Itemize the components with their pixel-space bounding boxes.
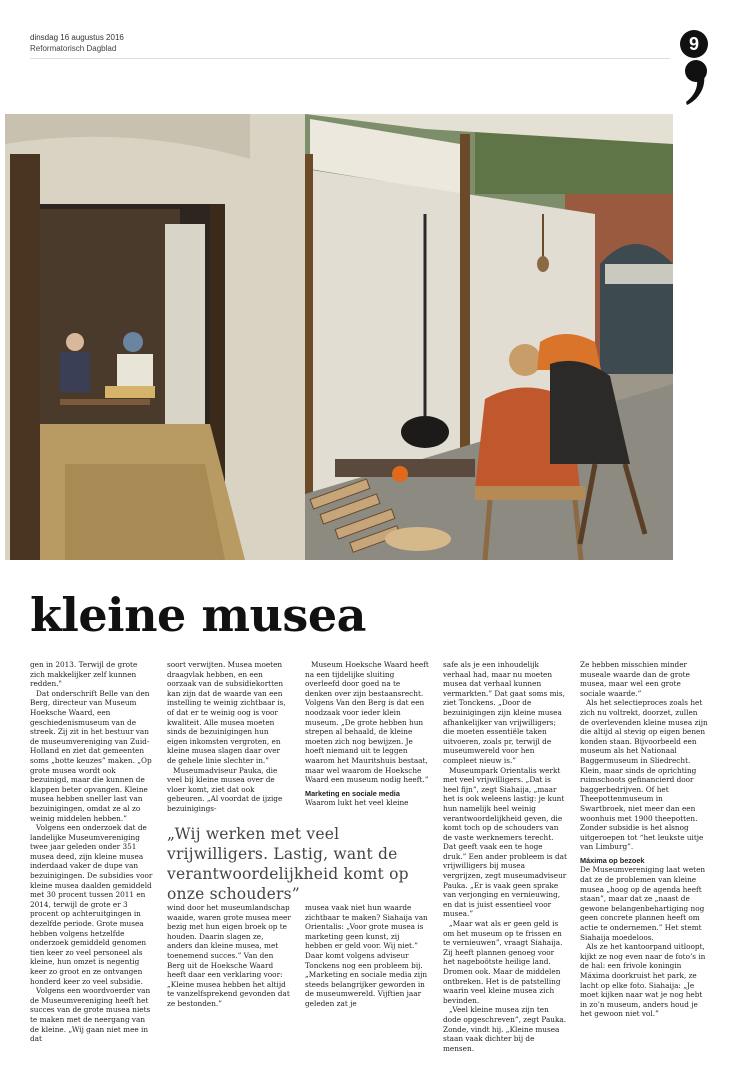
header-date: dinsdag 16 augustus 2016 — [30, 33, 124, 42]
subheading-maxima: Máxima op bezoek — [580, 855, 645, 865]
paragraph: soort verwijten. Musea moeten draagvlak hebben, en een oorzaak van de subsidiekortten kan zijn dat de waarde van een instelling te weinig zichtbaar is, of dat er te weinig oog is voor kwaliteit. Alle musea moeten sinds de bezuinigingen hun eigen inkomsten vergroten, en kleine musea slagen daar over de gehele linie slechter in.” — [167, 660, 286, 765]
paragraph: Museumadviseur Pauka, die veel bij kleine musea over de vloer komt, ziet dat ook gebeuren. „Al voordat de ijzige bezuinigings- — [167, 765, 283, 813]
article-column-3 — [305, 660, 429, 808]
paragraph: „Maar wat als er geen geld is om het museum op te frissen en te vernieuwen”, vraagt Siahaija. Zij heeft plannen genoeg voor het nageboötste heilige land. Dromen ook. Maar de middelen ontbreken. Het is de patstelling waarin veel kleine musea zich bevinden. — [443, 919, 563, 1005]
article-column-4 — [443, 660, 567, 1053]
paragraph: wind door het museumlandschap waaide, waren grote musea meer bezig met hun eigen broek op te houden. Daarin slagen ze, anders dan kleine musea, met toenemend succes.” Van den Berg uit de Hoeksche Waard heeft daar een verklaring voor: „Kleine musea hebben het altijd te vanzelfsprekend gevonden dat ze bestonden.” — [167, 903, 291, 1008]
paragraph: Volgens een woordvoerder van de Museumvereniging heeft het succes van de grote musea niets te maken met de neergang van de kleine. „Wij gaan niet mee in dat — [30, 986, 151, 1044]
paragraph: Volgens een onderzoek dat de landelijke Museumvereniging twee jaar geleden onder 351 musea deed, zijn kleine musea inderdaad vaker de dupe van bezuinigingen. De subsidies voor kleine musea daalden gemiddeld met 30 procent tussen 2011 en 2014, terwijl de grote er 3 procent op achteruitgingen in dezelfde periode. Grote musea hebben volgens hetzelfde onderzoek gemiddeld genomen tien keer zo veel personeel als kleine, hun omzet is negentig keer zo groot en ze ontvangen honderd keer zo veel subsidie. — [30, 823, 153, 986]
comma-logo-icon — [684, 58, 708, 106]
article-column-2-continued — [167, 903, 291, 1009]
paragraph: Dat onderschrift Belle van den Berg, directeur van Museum Hoeksche Waard, een geschiedenismuseum van de streek. Zij zit in het bestuur van de museumvereniging van Zuid-Holland en ziet dat gemeenten soms „botte keuzes” maken. „Op grote musea wordt ook bezuinigd, maar die kunnen de klappen beter opvangen. Kleine musea hebben sneller last van bezuinigingen, omdat ze al zo weinig middelen hebben.” — [30, 688, 152, 823]
paragraph: Museum Hoeksche Waard heeft na een tijdelijke sluiting overleefd door goed na te denken over zijn bestaansrecht. Volgens Van den Berg is dat een noodzaak voor ieder klein museum. „De grote hebben hun strepen al behaald, de kleine moeten zich nog bewijzen. Je hoeft niemand uit te leggen waarom het Mauritshuis bestaat, maar wel waarom de Hoeksche Waard een museum nodig heeft.” — [305, 660, 429, 785]
paragraph: Waarom lukt het veel kleine — [305, 798, 409, 808]
paragraph: safe als je een inhoudelijk verhaal had, maar nu moeten musea dat verhaal kunnen vermarkten.” Dat gaat soms mis, ziet Tonckens. „Door de bezuinigingen zijn kleine musea afhankelijker van vrijwilligers; die moeten essentiële taken uitvoeren, zoals pr, terwijl de museumwereld voor hen compleet nieuw is.” — [443, 660, 565, 765]
paragraph: Als ze het kantoorpand uitloopt, kijkt ze nog even naar de foto’s in de hal: een frivole koningin Máxima doorkruist het park, ze lacht op elke foto. Siahaija: „Je moet kijken naar wat je nog hebt in zo’n museum, anders houd je het gewoon niet vol.” — [580, 942, 706, 1019]
paragraph: gen in 2013. Terwijl de grote zich makkelijker zelf kunnen redden." — [30, 660, 138, 689]
article-column-2 — [167, 660, 291, 814]
article-column-3-continued — [305, 903, 429, 1009]
page-number-badge: 9 — [680, 30, 708, 58]
paragraph: De Museumvereniging laat weten dat ze de problemen van kleine musea „hoog op de agenda heeft staan”, maar dat ze „naast de gewone belangenbehartiging nog geen concrete plannen heeft om actie te ondernemen.” Het stemt Siahaija moedeloos. — [580, 865, 706, 942]
paragraph: musea vaak niet hun waarde zichtbaar te maken? Siahaija van Orientalis: „Voor grote musea is marketing geen kunst, zij hebben er geld voor. Wij niet.” Daar komt volgens adviseur Tonckens nog een probleem bij. „Marketing en sociale media zijn steeds belangrijker geworden in de museumwereld. Vijftien jaar geleden zat je — [305, 903, 428, 1008]
header-rule — [30, 58, 670, 59]
paragraph: Ze hebben misschien minder museale waarde dan de grote musea, maar wel een grote sociale waarde.” — [580, 660, 690, 698]
paragraph: Museumpark Orientalis werkt met veel vrijwilligers. „Dat is heel fijn”, zegt Siahaija, „maar het is ook weleens lastig: je kunt hun namelijk heel weinig verantwoordelijkheid geven, die komt toch op de schouders van de vaste werknemers terecht. Dat geeft vaak een te hoge druk.” Een ander probleem is dat vrijwilligers bij musea vergrijzen, zegt museumadviseur Pauka. „Er is vaak geen sprake van verjonging en vernieuwing, en dat is juist essentieel voor musea.” — [443, 765, 567, 919]
article-headline: kleine musea — [30, 588, 366, 642]
pull-quote: „Wij werken met veel vrijwilligers. Lastig, want de verantwoordelijkheid komt op onze schouders” — [167, 825, 409, 903]
article-column-5 — [580, 660, 708, 1019]
article-photo — [5, 114, 673, 560]
paragraph: „Veel kleine musea zijn ten dode opgeschreven”, zegt Pauka. Zonde, vindt hij. „Kleine musea staan vaak dichter bij de mensen. — [443, 1005, 567, 1053]
header-newspaper: Reformatorisch Dagblad — [30, 44, 117, 53]
paragraph: Als het selectieproces zoals het zich nu voltrekt, doorzet, zullen de overlevenden kleine musea zijn die altijd al stevig op eigen benen konden staan. Bijvoorbeeld een museum als het Nationaal Baggermuseum in Sliedrecht. Klein, maar sinds de oprichting ruimschoots gefinancierd door baggerbedrijven. Of het Theepottenmuseum in Swartbroek, niet meer dan een woonhuis met 1900 theepotten. Zonder subsidie is het alsnog uitgeroepen tot “het leukste uitje van Limburg”. — [580, 698, 708, 852]
subheading-marketing: Marketing en sociale media — [305, 788, 400, 798]
article-column-1 — [30, 660, 154, 1044]
